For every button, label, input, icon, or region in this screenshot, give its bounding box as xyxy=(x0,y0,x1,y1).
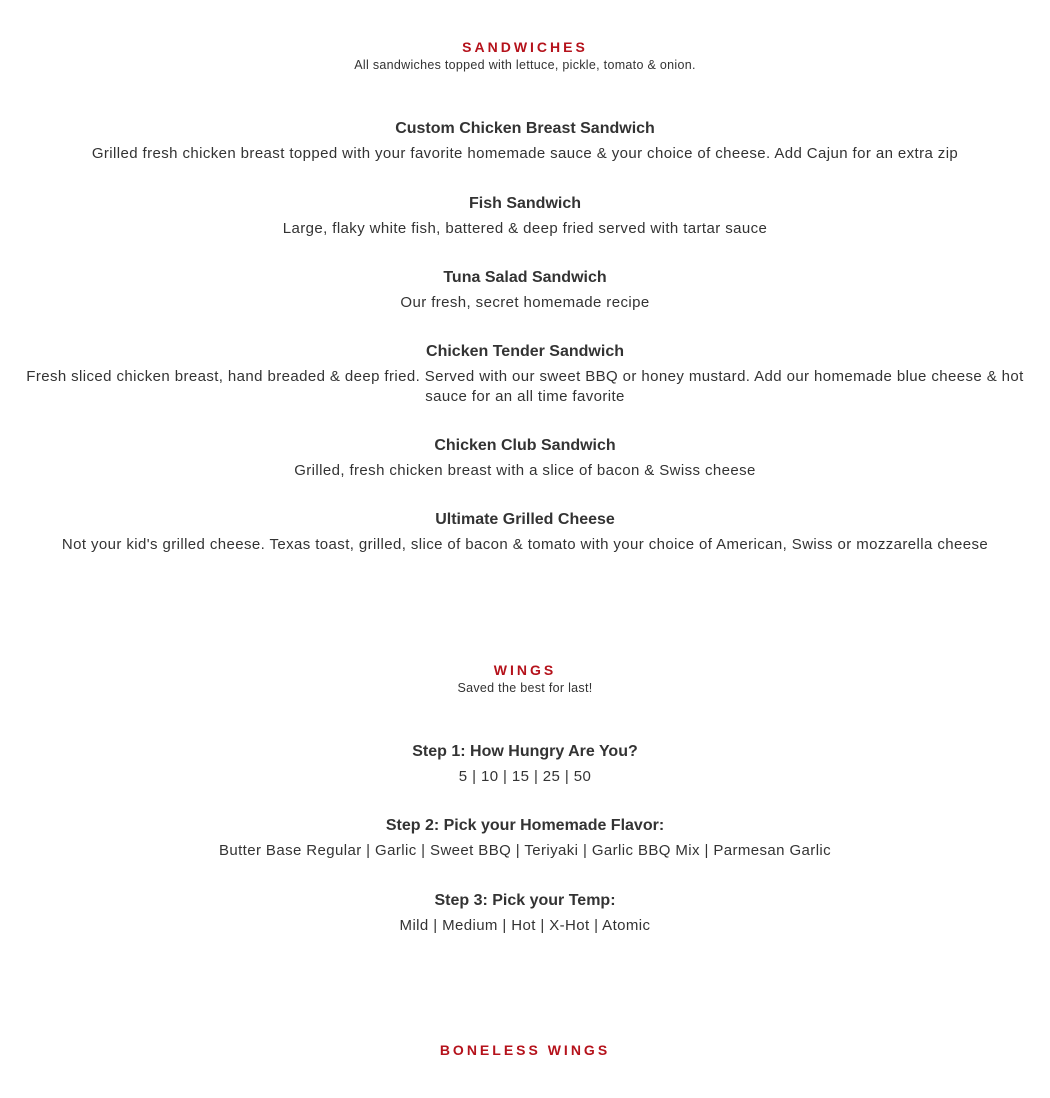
item-name: Chicken Tender Sandwich xyxy=(426,343,624,360)
item-description: Not your kid's grilled cheese. Texas toast, grilled, slice of bacon & tomato with your choice of American, Swiss or mozzarella cheese xyxy=(61,536,989,553)
boneless-wings-title: BONELESS WINGS xyxy=(439,1042,611,1058)
menu-item xyxy=(0,342,1050,407)
item-description: Grilled, fresh chicken breast with a slice of bacon & Swiss cheese xyxy=(294,462,756,479)
wings-section-header xyxy=(0,661,1050,696)
item-description: Large, flaky white fish, battered & deep fried served with tartar sauce xyxy=(282,220,768,237)
item-name: Fish Sandwich xyxy=(468,195,581,212)
menu-item xyxy=(0,436,1050,481)
wings-title: WINGS xyxy=(493,662,557,678)
item-description: Our fresh, secret homemade recipe xyxy=(400,294,650,311)
menu-item xyxy=(0,816,1050,861)
menu-item xyxy=(0,268,1050,313)
item-name: Custom Chicken Breast Sandwich xyxy=(395,120,655,137)
item-description: Grilled fresh chicken breast topped with your favorite homemade sauce & your choice of cheese. Add Cajun for an extra zip xyxy=(91,145,959,162)
item-description: Mild | Medium | Hot | X-Hot | Atomic xyxy=(399,917,651,934)
item-name: Step 1: How Hungry Are You? xyxy=(412,743,638,760)
sandwiches-section-header xyxy=(0,38,1050,73)
wings-subtitle: Saved the best for last! xyxy=(457,681,593,695)
sandwiches-title: SANDWICHES xyxy=(462,39,588,55)
item-name: Step 2: Pick your Homemade Flavor: xyxy=(385,817,665,834)
item-name: Ultimate Grilled Cheese xyxy=(435,511,615,528)
item-name: Chicken Club Sandwich xyxy=(434,437,616,454)
menu-item xyxy=(0,742,1050,787)
item-description: 5 | 10 | 15 | 25 | 50 xyxy=(458,768,592,785)
menu-item xyxy=(0,194,1050,239)
boneless-wings-section-header xyxy=(0,1041,1050,1059)
item-name: Step 3: Pick your Temp: xyxy=(434,892,616,909)
item-description: Fresh sliced chicken breast, hand breaded & deep fried. Served with our sweet BBQ or honey mustard. Add our homemade blue cheese & hot sauce for an all time favorite xyxy=(26,368,1024,405)
item-description: Butter Base Regular | Garlic | Sweet BBQ | Teriyaki | Garlic BBQ Mix | Parmesan Garlic xyxy=(218,842,832,859)
menu-item xyxy=(0,119,1050,164)
sandwiches-subtitle: All sandwiches topped with lettuce, pickle, tomato & onion. xyxy=(354,58,696,72)
menu-item xyxy=(0,510,1050,555)
item-name: Tuna Salad Sandwich xyxy=(443,269,607,286)
menu-item xyxy=(0,891,1050,936)
